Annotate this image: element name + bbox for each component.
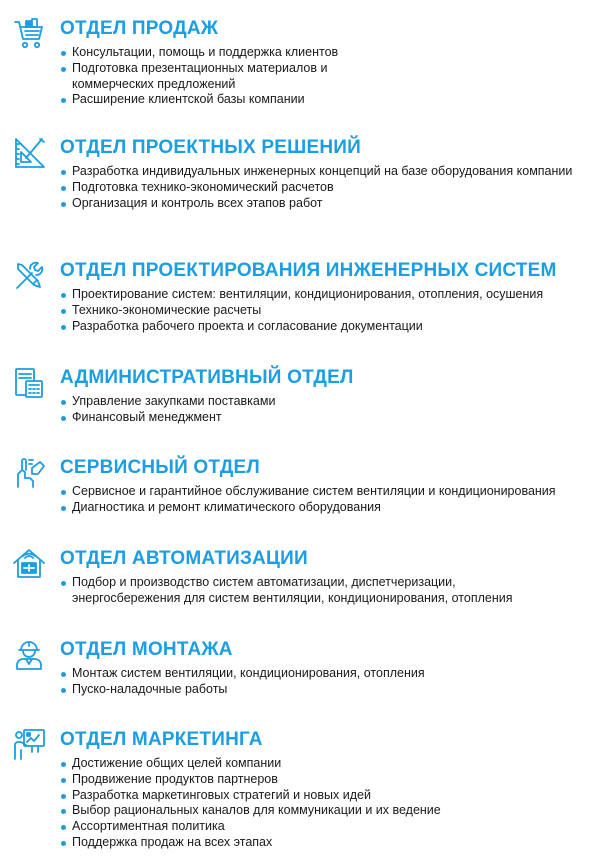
- section-items: [60, 484, 608, 516]
- list-item: Поддержка продаж на всех этапах: [60, 835, 608, 851]
- list-item: Расширение клиентской базы компании: [60, 92, 608, 108]
- section-items: [60, 394, 608, 426]
- worker-helmet-icon: [12, 638, 46, 672]
- section-items: [60, 164, 608, 211]
- list-item: Технико-экономические расчеты: [60, 303, 608, 319]
- section-items: [60, 756, 608, 851]
- section-title: ОТДЕЛ ПРОЕКТИРОВАНИЯ ИНЖЕНЕРНЫХ СИСТЕМ: [60, 260, 557, 281]
- list-item: Организация и контроль всех этапов работ: [60, 196, 608, 212]
- section-title: ОТДЕЛ ПРОЕКТНЫХ РЕШЕНИЙ: [60, 137, 361, 158]
- list-item: Подбор и производство систем автоматизации, диспетчеризации, энергосбережения для систем вентиляции, кондиционирования, отопления: [60, 575, 608, 607]
- list-item: Финансовый менеджмент: [60, 410, 608, 426]
- section-items: [60, 287, 608, 334]
- list-item: Управление закупками поставками: [60, 394, 608, 410]
- list-item: Разработка индивидуальных инженерных концепций на базе оборудования компании: [60, 164, 608, 180]
- shopping-cart-icon: [12, 17, 46, 51]
- presentation-board-icon: [12, 728, 46, 762]
- list-item: Продвижение продуктов партнеров: [60, 772, 608, 788]
- list-item: Выбор рациональных каналов для коммуникации и их ведение: [60, 803, 608, 819]
- list-item: Диагностика и ремонт климатического оборудования: [60, 500, 608, 516]
- list-item: Достижение общих целей компании: [60, 756, 608, 772]
- section-items: [60, 575, 608, 607]
- list-item: Пуско-наладочные работы: [60, 682, 608, 698]
- list-item: Ассортиментная политика: [60, 819, 608, 835]
- list-item: Проектирование систем: вентиляции, кондиционирования, отопления, осушения: [60, 287, 608, 303]
- section-items: [60, 666, 608, 698]
- list-item: Сервисное и гарантийное обслуживание систем вентиляции и кондиционирования: [60, 484, 608, 500]
- service-hand-wrench-icon: [12, 456, 46, 490]
- calculator-document-icon: [12, 366, 46, 400]
- ruler-compass-icon: [12, 136, 46, 170]
- list-item: Разработка рабочего проекта и согласование документации: [60, 319, 608, 335]
- section-title: ОТДЕЛ МАРКЕТИНГА: [60, 729, 263, 750]
- section-title: ОТДЕЛ АВТОМАТИЗАЦИИ: [60, 548, 308, 569]
- list-item: Консультации, помощь и поддержка клиентов: [60, 45, 608, 61]
- list-item: Подготовка технико-экономический расчетов: [60, 180, 608, 196]
- list-item: Монтаж систем вентиляции, кондиционирования, отопления: [60, 666, 608, 682]
- section-title: СЕРВИСНЫЙ ОТДЕЛ: [60, 457, 260, 478]
- section-title: АДМИНИСТРАТИВНЫЙ ОТДЕЛ: [60, 367, 354, 388]
- section-title: ОТДЕЛ ПРОДАЖ: [60, 18, 219, 39]
- list-item: Подготовка презентационных материалов и коммерческих предложений: [60, 61, 608, 93]
- list-item: Разработка маркетинговых стратегий и новых идей: [60, 788, 608, 804]
- section-items: [60, 45, 608, 108]
- smart-home-icon: [12, 547, 46, 581]
- tools-icon: [12, 259, 46, 293]
- section-title: ОТДЕЛ МОНТАЖА: [60, 639, 233, 660]
